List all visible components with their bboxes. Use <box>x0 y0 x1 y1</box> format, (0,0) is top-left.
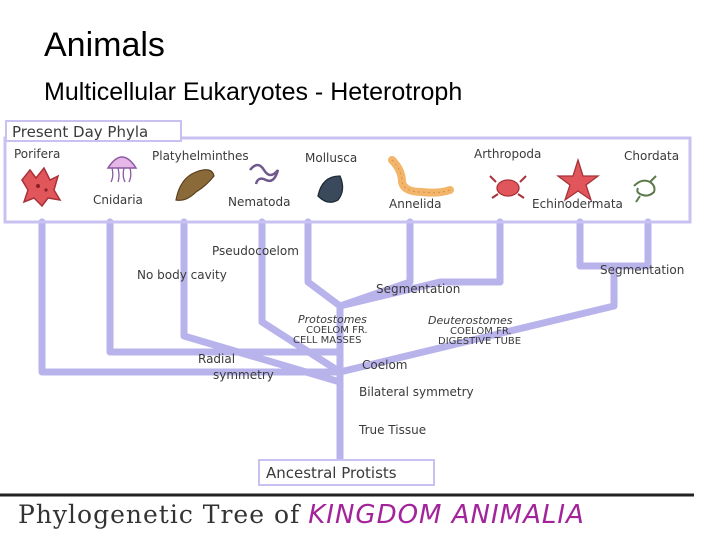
node-deuterostomes-detail-1: COELOM FR. <box>450 326 512 337</box>
mollusc-illustration <box>318 176 343 202</box>
node-radial-symmetry-1: Radial <box>198 352 236 366</box>
label-arthropoda: Arthropoda <box>474 147 542 161</box>
label-annelida: Annelida <box>389 197 442 211</box>
node-deuterostomes-detail-2: DIGESTIVE TUBE <box>438 336 522 347</box>
node-ancestral-protists: Ancestral Protists <box>266 464 397 482</box>
node-segmentation-left: Segmentation <box>376 282 461 296</box>
caption-prefix: Phylogenetic Tree of <box>18 500 301 529</box>
node-protostomes-detail-1: COELOM FR. <box>306 325 368 336</box>
node-no-body-cavity: No body cavity <box>137 268 227 282</box>
crab-illustration <box>490 176 526 198</box>
slide-title: Animals <box>44 26 165 64</box>
branch-echinodermata <box>580 222 648 266</box>
node-pseudocoelom: Pseudocoelom <box>212 244 299 258</box>
node-segmentation-right: Segmentation <box>600 263 685 277</box>
starfish-illustration <box>558 160 598 200</box>
label-nematoda: Nematoda <box>228 195 291 209</box>
nematode-illustration <box>250 165 278 184</box>
chordate-illustration <box>634 176 656 202</box>
node-protostomes: Protostomes <box>298 313 367 326</box>
node-deuterostomes: Deuterostomes <box>428 314 513 327</box>
node-radial-symmetry-2: symmetry <box>213 368 274 382</box>
caption-emphasis: KINGDOM ANIMALIA <box>308 500 585 530</box>
annelid-illustration <box>392 160 450 193</box>
flatworm-illustration <box>176 170 214 201</box>
node-coelom: Coelom <box>362 358 408 372</box>
diagram-caption <box>18 500 708 536</box>
slide-subtitle: Multicellular Eukaryotes - Heterotroph <box>44 78 463 106</box>
jellyfish-illustration <box>108 157 136 182</box>
label-porifera: Porifera <box>14 147 61 161</box>
branch-mollusca <box>308 222 340 306</box>
sponge-illustration <box>22 168 60 206</box>
label-mollusca: Mollusca <box>305 151 358 165</box>
node-true-tissue: True Tissue <box>359 423 427 437</box>
label-cnidaria: Cnidaria <box>93 193 143 207</box>
label-chordata: Chordata <box>624 149 680 163</box>
label-echinodermata: Echinodermata <box>532 197 623 211</box>
present-day-phyla-header: Present Day Phyla <box>12 123 149 141</box>
node-protostomes-detail-2: CELL MASSES <box>293 335 362 346</box>
label-platyhelminthes: Platyhelminthes <box>152 149 249 163</box>
node-bilateral-symmetry: Bilateral symmetry <box>359 385 474 399</box>
